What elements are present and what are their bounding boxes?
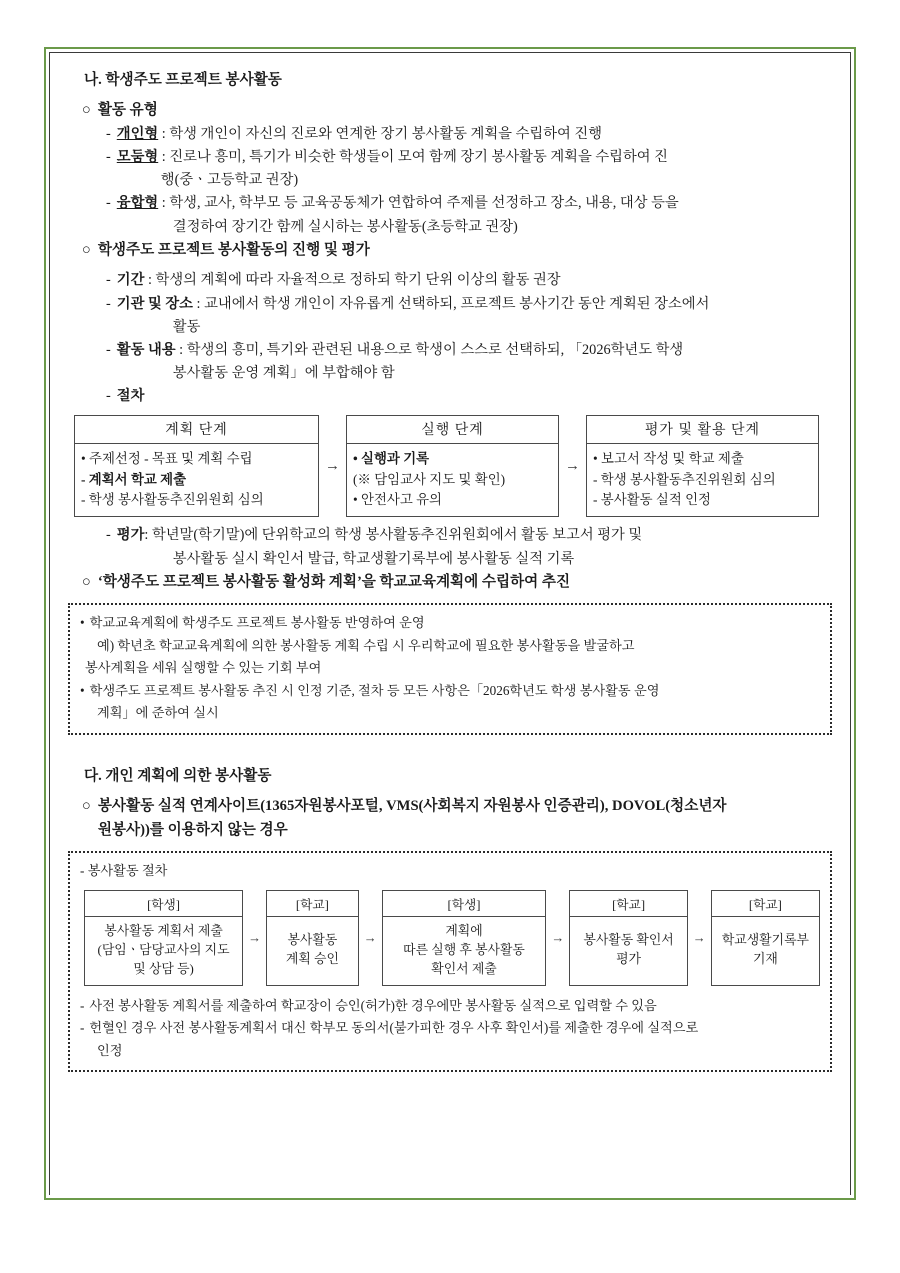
arrow-right-icon: → [363, 929, 377, 945]
flow5-step-line: 봉사활동 계획서 제출 [104, 923, 223, 938]
linked-sites-text [98, 795, 832, 842]
term-text-cont: 봉사활동 운영 계획」에 부합해야 함 [172, 365, 395, 382]
flow-step-line: - 학생 봉사활동추진위원회 심의 [593, 471, 776, 487]
circle-marker-icon: ○ [82, 102, 91, 119]
spacer [68, 788, 832, 795]
flow5-step-body [570, 917, 686, 985]
term-sep: : [144, 527, 152, 544]
flow5-step-body [85, 917, 242, 985]
dash-marker: - [106, 195, 111, 212]
term-label: 절차 [116, 388, 145, 405]
list-item-convergence [106, 192, 832, 238]
note-text: 헌혈인 경우 사전 봉사활동계획서 대신 학부모 동의서(불가피한 경우 사후 확인서)를 제출한 경우에 실적으로 [89, 1020, 699, 1036]
note-line [80, 657, 820, 679]
flow5-step-4 [569, 890, 687, 986]
progress-evaluation-title: 학생주도 프로젝트 봉사활동의 진행 및 평가 [97, 241, 370, 258]
list-item-text [117, 524, 832, 570]
list-item-text [117, 293, 832, 339]
flow5-step-body [712, 917, 819, 985]
dash-marker: - [106, 149, 111, 166]
term-text-cont: 결정하여 장기간 함께 실시하는 봉사활동(초등학교 권장) [172, 218, 518, 235]
flow-step-line: - 학생 봉사활동추진위원회 심의 [81, 492, 264, 508]
list-item-text [117, 192, 832, 238]
term-label: 활동 내용 [116, 341, 176, 358]
note-text: 학교교육계획에 학생주도 프로젝트 봉사활동 반영하여 운영 [89, 615, 425, 631]
list-item-text [117, 385, 832, 408]
flow5-step-header: [학교] [570, 891, 686, 917]
flow-step-evaluation [586, 415, 819, 517]
heading-section-b: 나. 학생주도 프로젝트 봉사활동 [84, 72, 282, 88]
term-text: 학생 개인이 자신의 진로와 연계한 장기 봉사활동 계획을 수립하여 진행 [169, 125, 603, 142]
flow5-step-body [383, 917, 546, 985]
term-sep: : [192, 295, 205, 312]
flow-step-line: - 봉사활동 실적 인정 [593, 492, 711, 508]
dash-marker: - [106, 272, 111, 289]
list-item-text [117, 269, 832, 292]
list-item-text [117, 146, 832, 192]
flow-step-body [587, 444, 818, 516]
project-flow-diagram [74, 415, 834, 517]
bullet-activity-types [82, 99, 832, 123]
term-text: 학생, 교사, 학부모 등 교육공동체가 연합하여 주제를 선정하고 장소, 내용, 대상 등을 [169, 195, 679, 212]
list-item-individual [106, 123, 832, 146]
flow5-step-line: 및 상담 등) [133, 961, 194, 976]
note-line [80, 702, 820, 724]
flow5-step-line: 따른 실행 후 봉사활동 [403, 942, 525, 957]
page-inner-border [49, 52, 851, 1195]
dash-marker: - [106, 341, 111, 358]
arrow-right-icon: → [692, 929, 706, 945]
flow5-step-5 [711, 890, 820, 986]
linked-sites-line1: 봉사활동 실적 연계사이트(1365자원봉사포털, VMS(사회복지 자원봉사 인증관리), DOVOL(청소년자 [97, 797, 727, 814]
flow5-step-header: [학교] [712, 891, 819, 917]
note-marker: - [80, 997, 85, 1013]
activity-types-title: 활동 유형 [97, 102, 158, 119]
list-item-place [106, 293, 832, 339]
flow5-step-header: [학생] [85, 891, 242, 917]
term-sep: : [158, 125, 170, 142]
flow5-step-line: 계획 승인 [285, 952, 339, 967]
note-marker: • [80, 682, 85, 698]
term-label: 개인형 [116, 125, 159, 142]
flow5-step-line: 계획에 [445, 923, 483, 938]
note-line [80, 680, 820, 702]
note-text: 인정 [97, 1042, 123, 1058]
term-text: 학생의 계획에 따라 자율적으로 정하되 학기 단위 이상의 활동 권장 [155, 272, 561, 289]
procedure-note-line [80, 1017, 820, 1039]
flow-step-execution [346, 415, 559, 517]
dash-marker: - [106, 125, 111, 142]
document-content [50, 53, 850, 1072]
procedure-box-title: - 봉사활동 절차 [80, 863, 168, 879]
procedure-note-line [80, 1040, 820, 1062]
flow-step-line: • 보고서 작성 및 학교 제출 [593, 451, 744, 467]
note-line [80, 612, 820, 634]
flow5-step-line: 평가 [616, 952, 642, 967]
note-text: 예) 학년초 학교교육계획에 의한 봉사활동 계획 수립 시 우리학교에 필요한 봉사활동을 발굴하고 [97, 637, 635, 653]
flow5-step-line: 봉사활동 확인서 [583, 933, 674, 948]
note-box-project [68, 603, 832, 734]
note-marker: • [80, 615, 85, 631]
dash-marker: - [106, 527, 111, 544]
arrow-right-icon: → [248, 929, 262, 945]
term-sep: : [158, 149, 170, 166]
term-label: 기관 및 장소 [116, 295, 193, 312]
list-item-group [106, 146, 832, 192]
term-text: 학년말(학기말)에 단위학교의 학생 봉사활동추진위원회에서 활동 보고서 평가 및 [151, 527, 643, 544]
arrow-right-icon: → [565, 457, 580, 474]
flow5-step-line: 학교생활기록부 [721, 933, 809, 948]
flow-step-header: 평가 및 활용 단계 [587, 416, 818, 444]
flow5-step-2 [266, 890, 359, 986]
term-text-cont: 행(중ㆍ고등학교 권장) [160, 172, 299, 189]
dash-marker: - [106, 388, 111, 405]
circle-marker-icon: ○ [82, 573, 91, 590]
arrow-right-icon: → [551, 929, 565, 945]
arrow-right-icon: → [325, 457, 340, 474]
term-label: 모둠형 [116, 149, 159, 166]
term-label: 기간 [116, 272, 145, 289]
list-item-procedure [106, 385, 832, 408]
flow5-step-line: 봉사활동 [287, 933, 338, 948]
flow-step-body [347, 444, 558, 516]
flow5-step-3 [382, 890, 547, 986]
flow-step-line: - 계획서 학교 제출 [81, 471, 187, 487]
term-text: 진로나 흥미, 특기가 비슷한 학생들이 모여 함께 장기 봉사활동 계획을 수립하여 진 [169, 149, 668, 166]
term-text: 학생의 흥미, 특기와 관련된 내용으로 학생이 스스로 선택하되, 「2026학년도 학생 [186, 341, 684, 358]
term-label: 융합형 [116, 195, 159, 212]
dash-marker: - [106, 295, 111, 312]
circle-marker-icon: ○ [82, 241, 91, 258]
flow5-step-header: [학교] [267, 891, 358, 917]
term-label: 평가 [116, 527, 145, 544]
list-item-period [106, 269, 832, 292]
flow5-step-line: (담임ㆍ담당교사의 지도 [97, 942, 230, 957]
volunteer-procedure-flow [84, 890, 820, 986]
flow5-step-body [267, 917, 358, 985]
term-sep: : [175, 341, 187, 358]
flow-step-planning [74, 415, 319, 517]
flow-step-line: (※ 담임교사 지도 및 확인) [353, 471, 506, 487]
note-text: 봉사계획을 세워 실행할 수 있는 기회 부여 [85, 660, 322, 676]
term-text: 교내에서 학생 개인이 자유롭게 선택하되, 프로젝트 봉사기간 동안 계획된 장소에서 [204, 295, 710, 312]
circle-marker-icon: ○ [82, 797, 91, 814]
procedure-box-individual [68, 851, 832, 1072]
spacer [68, 735, 832, 765]
page-frame [44, 47, 856, 1200]
bullet-progress-evaluation [82, 239, 832, 263]
flow-step-line: • 실행과 기록 [353, 451, 430, 467]
note-text: 사전 봉사활동 계획서를 제출하여 학교장이 승인(허가)한 경우에만 봉사활동 실적으로 입력할 수 있음 [89, 997, 657, 1013]
flow5-step-header: [학생] [383, 891, 546, 917]
term-sep: : [158, 195, 170, 212]
flow-step-body [75, 444, 318, 516]
spacer [68, 92, 832, 99]
bullet-activation-plan [82, 571, 832, 595]
list-item-content [106, 339, 832, 385]
flow-step-header: 계획 단계 [75, 416, 318, 444]
note-text: 학생주도 프로젝트 봉사활동 추진 시 인정 기준, 절차 등 모든 사항은「2026학년도 학생 봉사활동 운영 [89, 682, 660, 698]
note-text: 계획」에 준하여 실시 [97, 705, 219, 721]
activation-plan-title: ‘학생주도 프로젝트 봉사활동 활성화 계획’을 학교교육계획에 수립하여 추진 [97, 573, 571, 590]
spacer [68, 517, 832, 524]
spacer [68, 262, 832, 269]
list-item-text [117, 339, 832, 385]
bullet-linked-sites [82, 795, 832, 842]
flow5-step-1 [84, 890, 243, 986]
flow5-step-line: 기재 [752, 952, 778, 967]
term-text-cont: 활동 [172, 318, 201, 335]
procedure-box-title-line [80, 860, 820, 882]
flow-step-line: • 안전사고 유의 [353, 492, 442, 508]
procedure-note-line [80, 995, 820, 1017]
flow5-step-line: 확인서 제출 [431, 961, 497, 976]
note-line [80, 635, 820, 657]
list-item-evaluation [106, 524, 832, 570]
flow-step-header: 실행 단계 [347, 416, 558, 444]
linked-sites-line2: 원봉사))를 이용하지 않는 경우 [97, 821, 288, 838]
flow-step-line: • 주제선정 - 목표 및 계획 수립 [81, 451, 253, 467]
term-text-cont: 봉사활동 실시 확인서 발급, 학교생활기록부에 봉사활동 실적 기록 [172, 550, 575, 567]
note-marker: - [80, 1020, 85, 1036]
heading-section-c: 다. 개인 계획에 의한 봉사활동 [84, 767, 272, 784]
list-item-text [117, 123, 832, 146]
term-sep: : [144, 272, 156, 289]
